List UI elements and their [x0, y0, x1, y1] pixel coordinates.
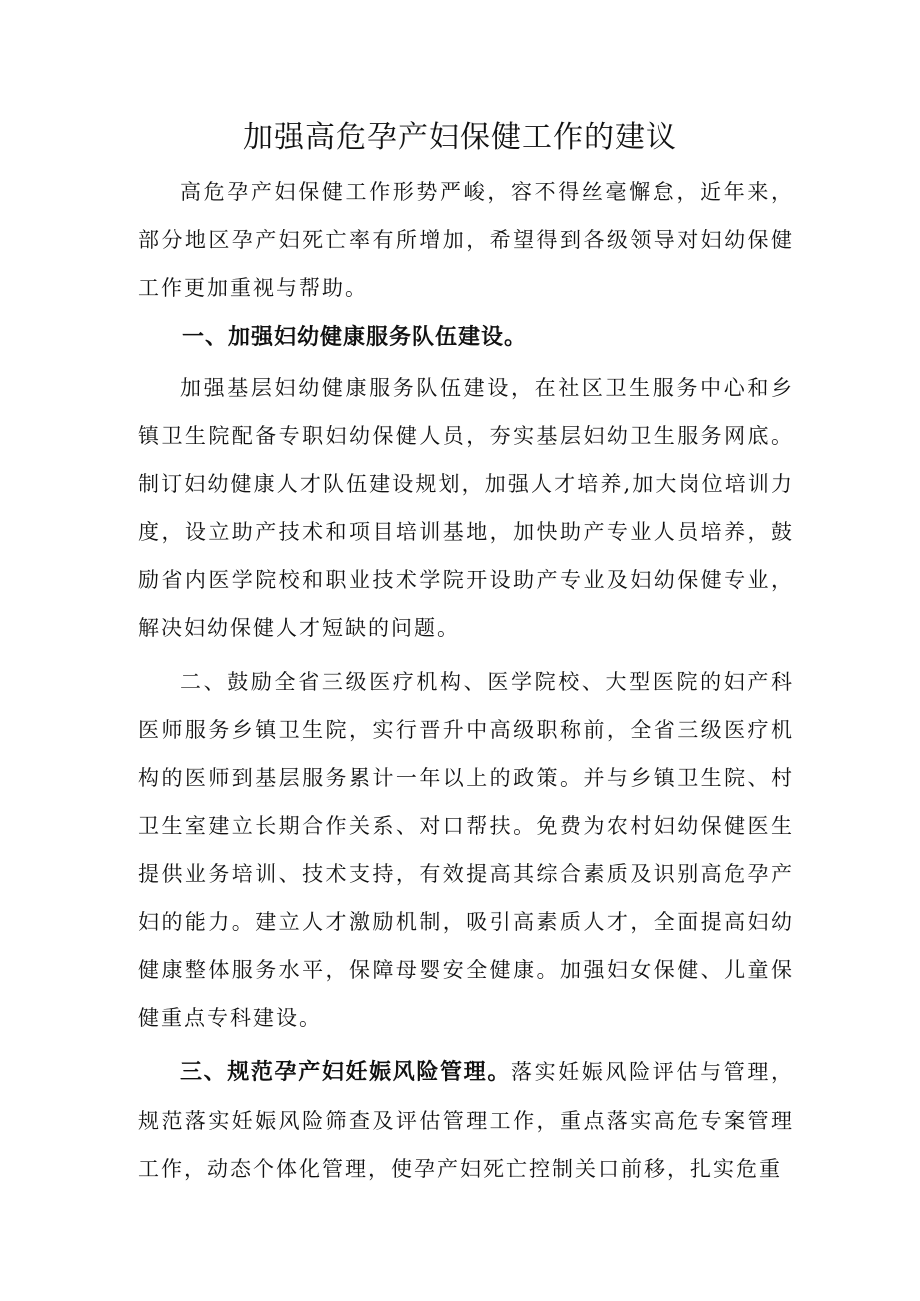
document-title: 加强高危孕产妇保健工作的建议: [243, 120, 677, 155]
section-3-body: 落实妊娠风险评估与管理，规范落实妊娠风险筛查及评估管理工作，重点落实高危专案管理工作，动态个体化管理，使孕产妇死亡控制关口前移，扎实危重: [138, 1060, 794, 1181]
section-1-paragraph: 加强基层妇幼健康服务队伍建设，在社区卫生服务中心和乡镇卫生院配备专职妇幼保健人员，夯实基层妇幼卫生服务网底。制订妇幼健康人才队伍建设规划，加强人才培养,加大岗位培训力度，设立助产技术和项目培训基地，加快助产专业人员培养，鼓励省内医学院校和职业技术学院开设助产专业及妇幼保健专业，解决妇幼保健人才短缺的问题。: [138, 376, 794, 640]
section-3-heading: 三、规范孕产妇妊娠风险管理。: [180, 1060, 511, 1085]
section-2-paragraph: 二、鼓励全省三级医疗机构、医学院校、大型医院的妇产科医师服务乡镇卫生院，实行晋升中高级职称前，全省三级医疗机构的医师到基层服务累计一年以上的政策。并与乡镇卫生院、村卫生室建立长期合作关系、对口帮扶。免费为农村妇幼保健医生提供业务培训、技术支持，有效提高其综合素质及识别高危孕产妇的能力。建立人才激励机制，吸引高素质人才，全面提高妇幼健康整体服务水平，保障母婴安全健康。加强妇女保健、儿童保健重点专科建设。: [138, 670, 794, 1030]
section-1-heading: 一、加强妇幼健康服务队伍建设。: [182, 325, 528, 350]
document-body: [138, 168, 794, 1193]
intro-paragraph: 高危孕产妇保健工作形势严峻，容不得丝毫懈怠，近年来，部分地区孕产妇死亡率有所增加，希望得到各级领导对妇幼保健工作更加重视与帮助。: [138, 180, 794, 300]
section-3-paragraph: [138, 1048, 794, 1193]
